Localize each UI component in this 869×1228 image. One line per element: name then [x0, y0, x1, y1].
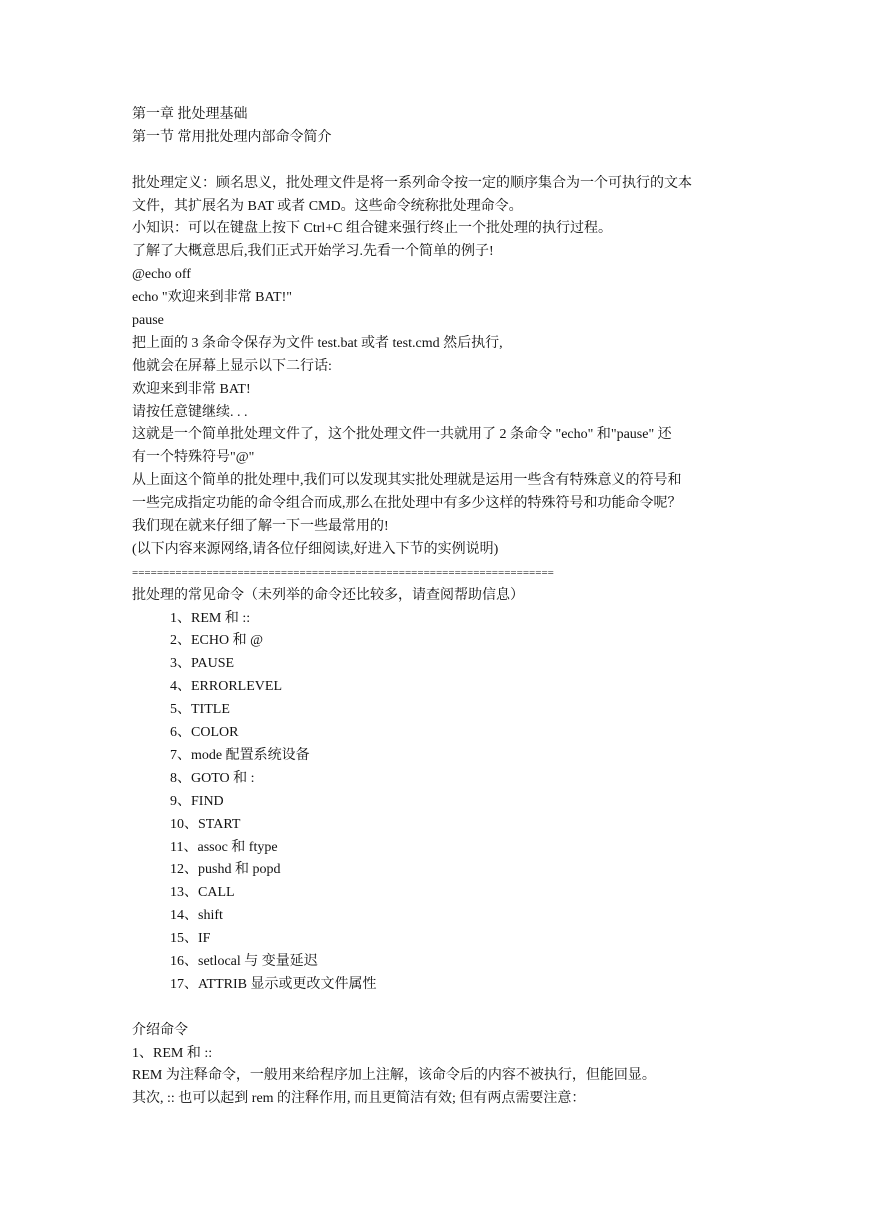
rem-description: REM 为注释命令，一般用来给程序加上注解，该命令后的内容不被执行，但能回显。 [132, 1068, 656, 1084]
command-list-item: 7、mode 配置系统设备 [170, 747, 310, 763]
command-list-item: 5、TITLE [170, 702, 230, 718]
explain-line-2: 有一个特殊符号"@" [132, 450, 255, 466]
command-list-item: 2、ECHO 和 @ [170, 633, 264, 649]
command-list-item: 17、ATTRIB 显示或更改文件属性 [170, 976, 377, 992]
blank-line [132, 997, 752, 1020]
source-note: (以下内容来源网络,请各位仔细阅读,好进入下节的实例说明) [132, 541, 499, 557]
code-line: echo "欢迎来到非常 BAT!" [132, 290, 292, 306]
command-list-item: 16、setlocal 与 变量延迟 [170, 953, 318, 969]
discover-line-2: 一些完成指定功能的命令组合而成,那么在批处理中有多少这样的特殊符号和功能命令呢？ [132, 496, 682, 512]
blank-line [132, 150, 752, 173]
section-heading: 第一节 常用批处理内部命令简介 [132, 129, 332, 145]
command-list-item: 1、REM 和 :: [170, 610, 251, 626]
command-list-item: 14、shift [170, 908, 223, 924]
command-list-item: 3、PAUSE [170, 656, 235, 672]
definition-line-2: 文件，其扩展名为 BAT 或者 CMD。这些命令统称批处理命令。 [132, 198, 523, 214]
command-list-item: 4、ERRORLEVEL [170, 679, 282, 695]
save-note: 把上面的 3 条命令保存为文件 test.bat 或者 test.cmd 然后执行, [132, 335, 503, 351]
code-line: pause [132, 313, 164, 329]
definition-line-1: 批处理定义：顾名思义，批处理文件是将一系列命令按一定的顺序集合为一个可执行的文本 [132, 175, 692, 191]
discover-line-3: 我们现在就来仔细了解一下一些最常用的! [132, 519, 389, 535]
rem-second-note: 其次, :: 也可以起到 rem 的注释作用, 而且更简洁有效; 但有两点需要注意： [132, 1091, 586, 1107]
introduction-heading: 介绍命令 [132, 1022, 188, 1038]
commands-heading: 批处理的常见命令（未列举的命令还比较多，请查阅帮助信息） [132, 587, 524, 603]
chapter-heading: 第一章 批处理基础 [132, 107, 248, 122]
explain-line-1: 这就是一个简单批处理文件了，这个批处理文件一共就用了 2 条命令 "echo" 和"pause" 还 [132, 427, 672, 443]
command-list-item: 10、START [170, 816, 241, 832]
command-list-item: 15、IF [170, 931, 211, 947]
rem-title: 1、REM 和 :: [132, 1045, 213, 1061]
command-list-item: 8、GOTO 和 : [170, 770, 255, 786]
command-list-item: 11、assoc 和 ftype [170, 839, 278, 855]
output-line: 请按任意键继续. . . [132, 404, 248, 420]
output-line: 欢迎来到非常 BAT! [132, 381, 251, 397]
start-line: 了解了大概意思后,我们正式开始学习.先看一个简单的例子! [132, 244, 494, 260]
command-list-item: 12、pushd 和 popd [170, 862, 281, 878]
discover-line-1: 从上面这个简单的批处理中,我们可以发现其实批处理就是运用一些含有特殊意义的符号和 [132, 473, 682, 489]
command-list-item: 13、CALL [170, 885, 235, 901]
command-list-item: 9、FIND [170, 793, 224, 809]
display-note: 他就会在屏幕上显示以下二行话: [132, 358, 332, 374]
tip-line: 小知识：可以在键盘上按下 Ctrl+C 组合键来强行终止一个批处理的执行过程。 [132, 221, 613, 237]
document-page [132, 104, 752, 1111]
code-line: @echo off [132, 267, 191, 283]
command-list-item: 6、COLOR [170, 725, 239, 741]
separator-line: ==================================================================== [132, 566, 554, 579]
